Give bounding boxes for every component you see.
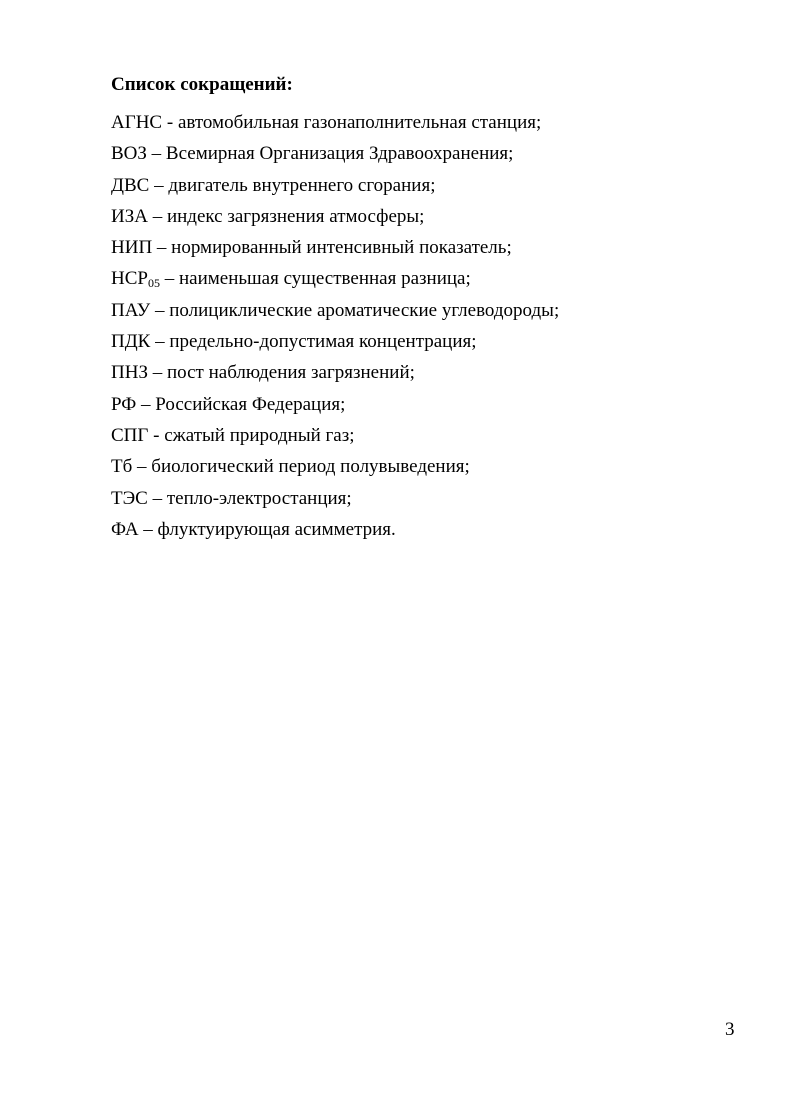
list-item — [111, 232, 559, 263]
definition: двигатель внутреннего сгорания; — [168, 174, 436, 196]
definition: индекс загрязнения атмосферы; — [166, 205, 425, 227]
definition: сжатый природный газ; — [164, 424, 355, 446]
abbreviation: ПАУ — [111, 299, 151, 321]
abbreviation: АГНС — [111, 112, 163, 133]
abbreviation: НСР — [111, 268, 148, 290]
definition: тепло-электростанция; — [166, 487, 352, 509]
abbreviation: СПГ — [111, 424, 149, 446]
list-item — [111, 326, 559, 357]
definition: наименьшая существенная разница; — [178, 268, 471, 290]
abbreviation: Тб — [111, 456, 133, 478]
definition: Всемирная Организация Здравоохранения; — [165, 143, 514, 165]
separator-dash: – — [150, 331, 170, 353]
separator-dash: – — [132, 456, 152, 478]
separator-dash: – — [149, 174, 169, 196]
abbreviation-subscript: 05 — [147, 276, 160, 291]
abbreviation: ПДК — [111, 331, 151, 353]
separator-dash: – — [146, 143, 166, 165]
definition: биологический период полувыведения; — [151, 456, 470, 478]
definition: флуктуирующая асимметрия. — [157, 518, 396, 540]
separator-dash: – — [136, 393, 156, 415]
abbreviation: ФА — [111, 518, 139, 540]
separator-dash: – — [138, 518, 158, 540]
page-number: 3 — [725, 1019, 735, 1040]
definition: нормированный интенсивный показатель; — [171, 237, 512, 259]
definition: автомобильная газонаполнительная станция; — [177, 112, 542, 133]
abbreviation: РФ — [111, 393, 137, 415]
list-item — [111, 514, 559, 545]
abbreviation: НИП — [111, 237, 153, 259]
abbreviation-list — [111, 107, 559, 545]
abbreviation: ВОЗ — [111, 143, 147, 165]
separator-dash: – — [147, 487, 167, 509]
definition: предельно-допустимая концентрация; — [169, 331, 477, 353]
separator-dash: - — [148, 424, 165, 446]
separator-dash: – — [152, 237, 172, 259]
abbreviation: ПНЗ — [111, 362, 148, 384]
list-item — [111, 451, 559, 482]
abbreviation: ТЭС — [111, 487, 148, 509]
list-item — [111, 389, 559, 420]
definition: Российская Федерация; — [155, 393, 346, 415]
page-heading: Список сокращений: — [111, 74, 293, 95]
list-item — [111, 170, 559, 201]
separator-dash: – — [147, 205, 167, 227]
list-item — [111, 295, 559, 326]
list-item — [111, 138, 559, 169]
list-item — [111, 483, 559, 514]
list-item — [111, 420, 559, 451]
definition: полициклические ароматические углеводороды; — [169, 299, 560, 321]
list-item — [111, 263, 559, 294]
separator-dash: – — [150, 299, 170, 321]
list-item — [111, 201, 559, 232]
list-item — [111, 107, 559, 138]
definition: пост наблюдения загрязнений; — [166, 362, 415, 384]
abbreviation: ДВС — [111, 174, 150, 196]
list-item — [111, 357, 559, 388]
separator-dash: – — [159, 268, 179, 290]
abbreviation: ИЗА — [111, 205, 148, 227]
separator-dash: – — [147, 362, 167, 384]
separator-dash: - — [162, 112, 178, 133]
